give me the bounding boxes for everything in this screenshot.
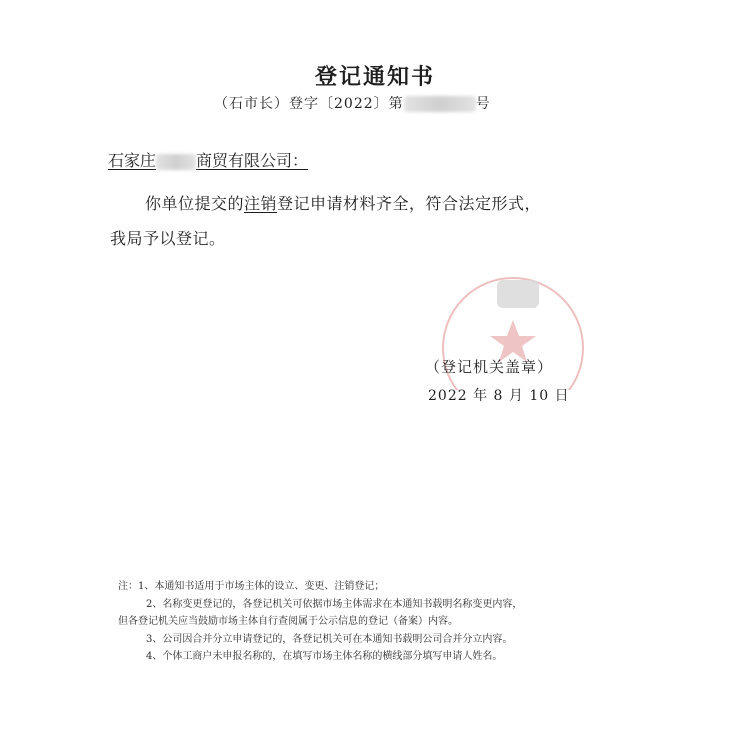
issue-date: 2022 年 8 月 10 日 (428, 388, 570, 404)
addressee (108, 148, 308, 171)
redacted-number (404, 96, 476, 112)
body-line-2: 我局予以登记。 (110, 229, 226, 248)
body-part-2: 登记申请材料齐全，符合法定形式， (277, 194, 542, 213)
seal-label: （登记机关盖章） (425, 358, 554, 376)
document-title: 登记通知书 (314, 64, 435, 90)
body-part-1: 你单位提交的 (145, 194, 245, 213)
seal-redaction (497, 280, 539, 308)
note-line: 3、公司因合并分立申请登记的，各登记机关可在本通知书载明公司合并分立内容。 (146, 633, 513, 645)
note-line: 注：1、本通知书适用于市场主体的设立、变更、注销登记； (118, 581, 385, 592)
document-number-prefix: （石市长）登字〔2022〕第 (214, 96, 404, 112)
document-number (214, 93, 491, 113)
redacted-company-name (156, 154, 196, 170)
note-line: 2、名称变更登记的，各登记机关可依据市场主体需求在本通知书载明名称变更内容， (146, 598, 523, 610)
body-line-1 (145, 191, 541, 214)
note-line: 4、个体工商户未申报名称的，在填写市场主体名称的横线部分填写申请人姓名。 (146, 651, 503, 662)
document-number-suffix: 号 (475, 96, 491, 112)
body-highlight: 注销 (244, 194, 278, 213)
addressee-suffix: 商贸有限公司： (196, 151, 309, 170)
addressee-prefix: 石家庄 (108, 151, 157, 170)
note-line: 但各登记机关应当鼓励市场主体自行查阅属于公示信息的登记（备案）内容。 (118, 616, 458, 627)
notes-section (118, 578, 658, 666)
